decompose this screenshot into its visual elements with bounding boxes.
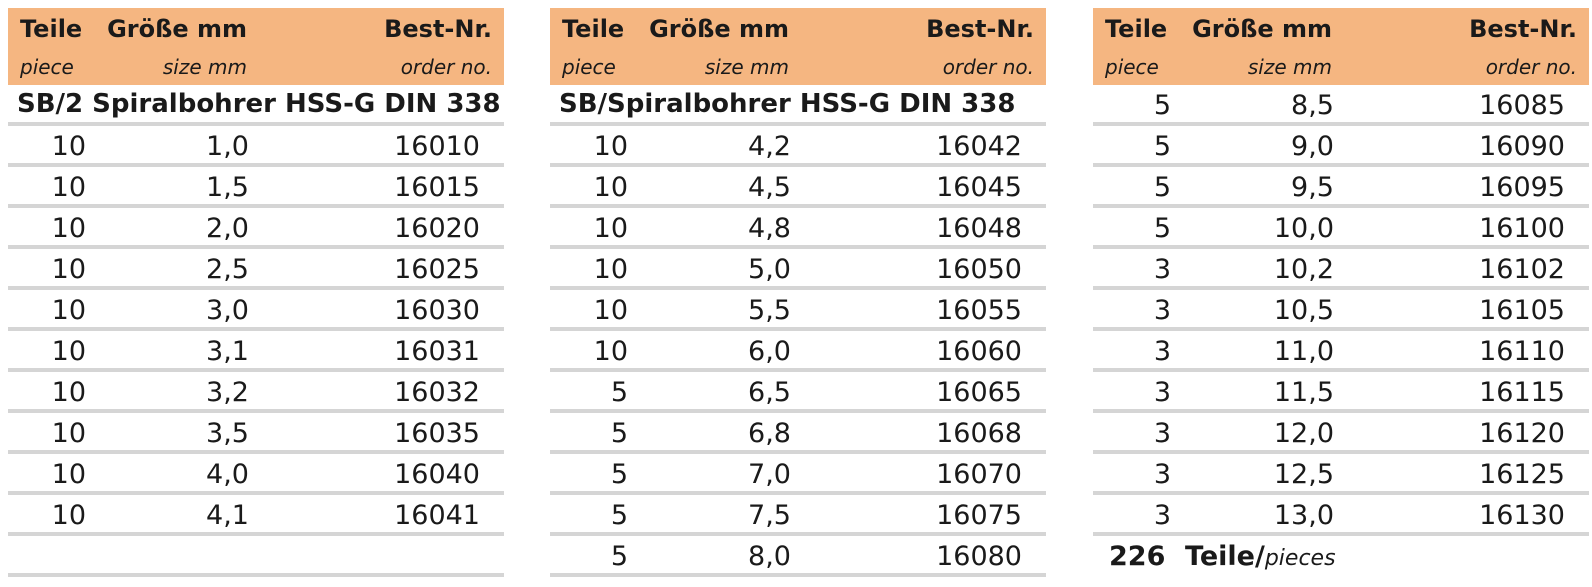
cell-pieces: 10 xyxy=(51,131,86,162)
cell-size: 5,5 xyxy=(748,295,791,326)
cell-pieces: 10 xyxy=(51,377,86,408)
table-row xyxy=(8,208,504,249)
table-row xyxy=(550,495,1046,536)
table-row xyxy=(1093,372,1589,413)
cell-size: 8,5 xyxy=(1291,90,1334,121)
cell-size: 6,0 xyxy=(748,336,791,367)
col-header-bestnr: Best-Nr. xyxy=(926,15,1034,43)
cell-order-no: 16102 xyxy=(1479,254,1565,285)
section-title-row xyxy=(8,85,504,126)
table-row xyxy=(8,454,504,495)
table-row xyxy=(8,372,504,413)
cell-pieces: 5 xyxy=(610,541,628,572)
cell-order-no: 16090 xyxy=(1479,131,1565,162)
cell-order-no: 16045 xyxy=(936,172,1022,203)
empty-row xyxy=(8,536,504,577)
cell-order-no: 16115 xyxy=(1479,377,1565,408)
cell-order-no: 16030 xyxy=(394,295,480,326)
cell-size: 4,5 xyxy=(748,172,791,203)
cell-pieces: 3 xyxy=(1153,377,1171,408)
cell-size: 11,5 xyxy=(1273,377,1334,408)
col-header-order: order no. xyxy=(400,55,492,79)
cell-pieces: 3 xyxy=(1153,254,1171,285)
cell-pieces: 10 xyxy=(51,295,86,326)
cell-size: 13,0 xyxy=(1273,500,1334,531)
table-row xyxy=(550,454,1046,495)
section-title: SB/Spiralbohrer HSS-G DIN 338 xyxy=(559,89,1016,119)
cell-size: 3,0 xyxy=(206,295,249,326)
cell-size: 2,0 xyxy=(206,213,249,244)
cell-order-no: 16042 xyxy=(936,131,1022,162)
col-header-teile: Teile xyxy=(562,15,625,43)
cell-pieces: 3 xyxy=(1153,459,1171,490)
cell-pieces: 10 xyxy=(51,172,86,203)
table-row xyxy=(550,536,1046,577)
table-row xyxy=(8,249,504,290)
drill-table-3 xyxy=(1093,8,1589,577)
cell-size: 3,1 xyxy=(206,336,249,367)
section-title: SB/2 Spiralbohrer HSS-G DIN 338 xyxy=(17,89,501,119)
cell-pieces: 10 xyxy=(51,336,86,367)
table-row xyxy=(1093,167,1589,208)
cell-size: 9,0 xyxy=(1291,131,1334,162)
cell-size: 7,5 xyxy=(748,500,791,531)
cell-pieces: 5 xyxy=(610,459,628,490)
table-row xyxy=(550,167,1046,208)
cell-pieces: 5 xyxy=(1153,172,1171,203)
cell-order-no: 16041 xyxy=(394,500,480,531)
cell-pieces: 5 xyxy=(1153,131,1171,162)
cell-pieces: 5 xyxy=(610,418,628,449)
cell-pieces: 10 xyxy=(593,336,628,367)
table-row xyxy=(1093,126,1589,167)
cell-order-no: 16055 xyxy=(936,295,1022,326)
table-row xyxy=(1093,249,1589,290)
total-row xyxy=(1093,536,1589,577)
table-row xyxy=(8,126,504,167)
col-header-bestnr: Best-Nr. xyxy=(1469,15,1577,43)
col-header-piece: piece xyxy=(562,55,616,79)
cell-size: 12,0 xyxy=(1273,418,1334,449)
table-row xyxy=(1093,495,1589,536)
cell-order-no: 16110 xyxy=(1479,336,1565,367)
col-header-size: size mm xyxy=(1247,55,1332,79)
cell-pieces: 10 xyxy=(593,213,628,244)
cell-order-no: 16025 xyxy=(394,254,480,285)
table-header xyxy=(1093,8,1589,85)
cell-pieces: 5 xyxy=(1153,90,1171,121)
cell-pieces: 10 xyxy=(51,500,86,531)
drill-table-1 xyxy=(8,8,504,577)
cell-order-no: 16085 xyxy=(1479,90,1565,121)
cell-order-no: 16031 xyxy=(394,336,480,367)
cell-pieces: 10 xyxy=(51,459,86,490)
cell-size: 8,0 xyxy=(748,541,791,572)
cell-size: 7,0 xyxy=(748,459,791,490)
cell-order-no: 16130 xyxy=(1479,500,1565,531)
cell-size: 4,8 xyxy=(748,213,791,244)
cell-size: 12,5 xyxy=(1273,459,1334,490)
col-header-size: size mm xyxy=(704,55,789,79)
cell-order-no: 16065 xyxy=(936,377,1022,408)
total-label xyxy=(1185,541,1336,572)
cell-order-no: 16010 xyxy=(394,131,480,162)
cell-size: 1,5 xyxy=(206,172,249,203)
cell-order-no: 16032 xyxy=(394,377,480,408)
col-header-teile: Teile xyxy=(20,15,83,43)
drill-table-2 xyxy=(550,8,1046,577)
cell-pieces: 5 xyxy=(1153,213,1171,244)
cell-pieces: 10 xyxy=(51,418,86,449)
cell-size: 4,1 xyxy=(206,500,249,531)
cell-size: 2,5 xyxy=(206,254,249,285)
col-header-order: order no. xyxy=(1485,55,1577,79)
cell-order-no: 16040 xyxy=(394,459,480,490)
cell-order-no: 16075 xyxy=(936,500,1022,531)
cell-order-no: 16068 xyxy=(936,418,1022,449)
table-row xyxy=(550,290,1046,331)
cell-size: 10,0 xyxy=(1273,213,1334,244)
col-header-groesse: Größe mm xyxy=(1192,15,1332,43)
cell-size: 3,5 xyxy=(206,418,249,449)
table-row xyxy=(8,413,504,454)
cell-size: 9,5 xyxy=(1291,172,1334,203)
col-header-size: size mm xyxy=(162,55,247,79)
cell-order-no: 16060 xyxy=(936,336,1022,367)
table-row xyxy=(1093,413,1589,454)
cell-pieces: 10 xyxy=(51,254,86,285)
cell-pieces: 10 xyxy=(593,254,628,285)
cell-size: 11,0 xyxy=(1273,336,1334,367)
col-header-order: order no. xyxy=(942,55,1034,79)
col-header-groesse: Größe mm xyxy=(107,15,247,43)
cell-order-no: 16080 xyxy=(936,541,1022,572)
cell-order-no: 16048 xyxy=(936,213,1022,244)
table-row xyxy=(1093,208,1589,249)
cell-size: 5,0 xyxy=(748,254,791,285)
cell-pieces: 10 xyxy=(593,172,628,203)
cell-size: 4,0 xyxy=(206,459,249,490)
table-row xyxy=(8,495,504,536)
table-row xyxy=(1093,454,1589,495)
col-header-piece: piece xyxy=(1105,55,1159,79)
table-row xyxy=(8,167,504,208)
table-row xyxy=(1093,85,1589,126)
table-row xyxy=(8,331,504,372)
col-header-bestnr: Best-Nr. xyxy=(384,15,492,43)
section-title-row xyxy=(550,85,1046,126)
table-row xyxy=(550,413,1046,454)
table-row xyxy=(550,249,1046,290)
cell-pieces: 10 xyxy=(51,213,86,244)
cell-pieces: 3 xyxy=(1153,500,1171,531)
cell-order-no: 16035 xyxy=(394,418,480,449)
cell-size: 6,8 xyxy=(748,418,791,449)
cell-pieces: 3 xyxy=(1153,418,1171,449)
col-header-groesse: Größe mm xyxy=(649,15,789,43)
col-header-piece: piece xyxy=(20,55,74,79)
cell-size: 10,5 xyxy=(1273,295,1334,326)
cell-size: 3,2 xyxy=(206,377,249,408)
cell-order-no: 16095 xyxy=(1479,172,1565,203)
cell-order-no: 16120 xyxy=(1479,418,1565,449)
cell-order-no: 16105 xyxy=(1479,295,1565,326)
table-row xyxy=(550,126,1046,167)
table-header xyxy=(8,8,504,85)
cell-size: 6,5 xyxy=(748,377,791,408)
table-row xyxy=(1093,331,1589,372)
cell-pieces: 5 xyxy=(610,377,628,408)
cell-pieces: 3 xyxy=(1153,336,1171,367)
table-row xyxy=(8,290,504,331)
cell-size: 4,2 xyxy=(748,131,791,162)
table-header xyxy=(550,8,1046,85)
total-count: 226 xyxy=(1109,541,1166,572)
table-row xyxy=(550,208,1046,249)
cell-order-no: 16020 xyxy=(394,213,480,244)
table-row xyxy=(550,372,1046,413)
cell-order-no: 16125 xyxy=(1479,459,1565,490)
total-label-de: Teile/ xyxy=(1185,541,1265,572)
cell-size: 1,0 xyxy=(206,131,249,162)
cell-pieces: 5 xyxy=(610,500,628,531)
cell-pieces: 3 xyxy=(1153,295,1171,326)
cell-order-no: 16100 xyxy=(1479,213,1565,244)
cell-order-no: 16050 xyxy=(936,254,1022,285)
total-label-en: pieces xyxy=(1264,546,1336,571)
cell-order-no: 16070 xyxy=(936,459,1022,490)
col-header-teile: Teile xyxy=(1105,15,1168,43)
table-row xyxy=(550,331,1046,372)
cell-pieces: 10 xyxy=(593,131,628,162)
cell-size: 10,2 xyxy=(1273,254,1334,285)
cell-order-no: 16015 xyxy=(394,172,480,203)
cell-pieces: 10 xyxy=(593,295,628,326)
table-row xyxy=(1093,290,1589,331)
